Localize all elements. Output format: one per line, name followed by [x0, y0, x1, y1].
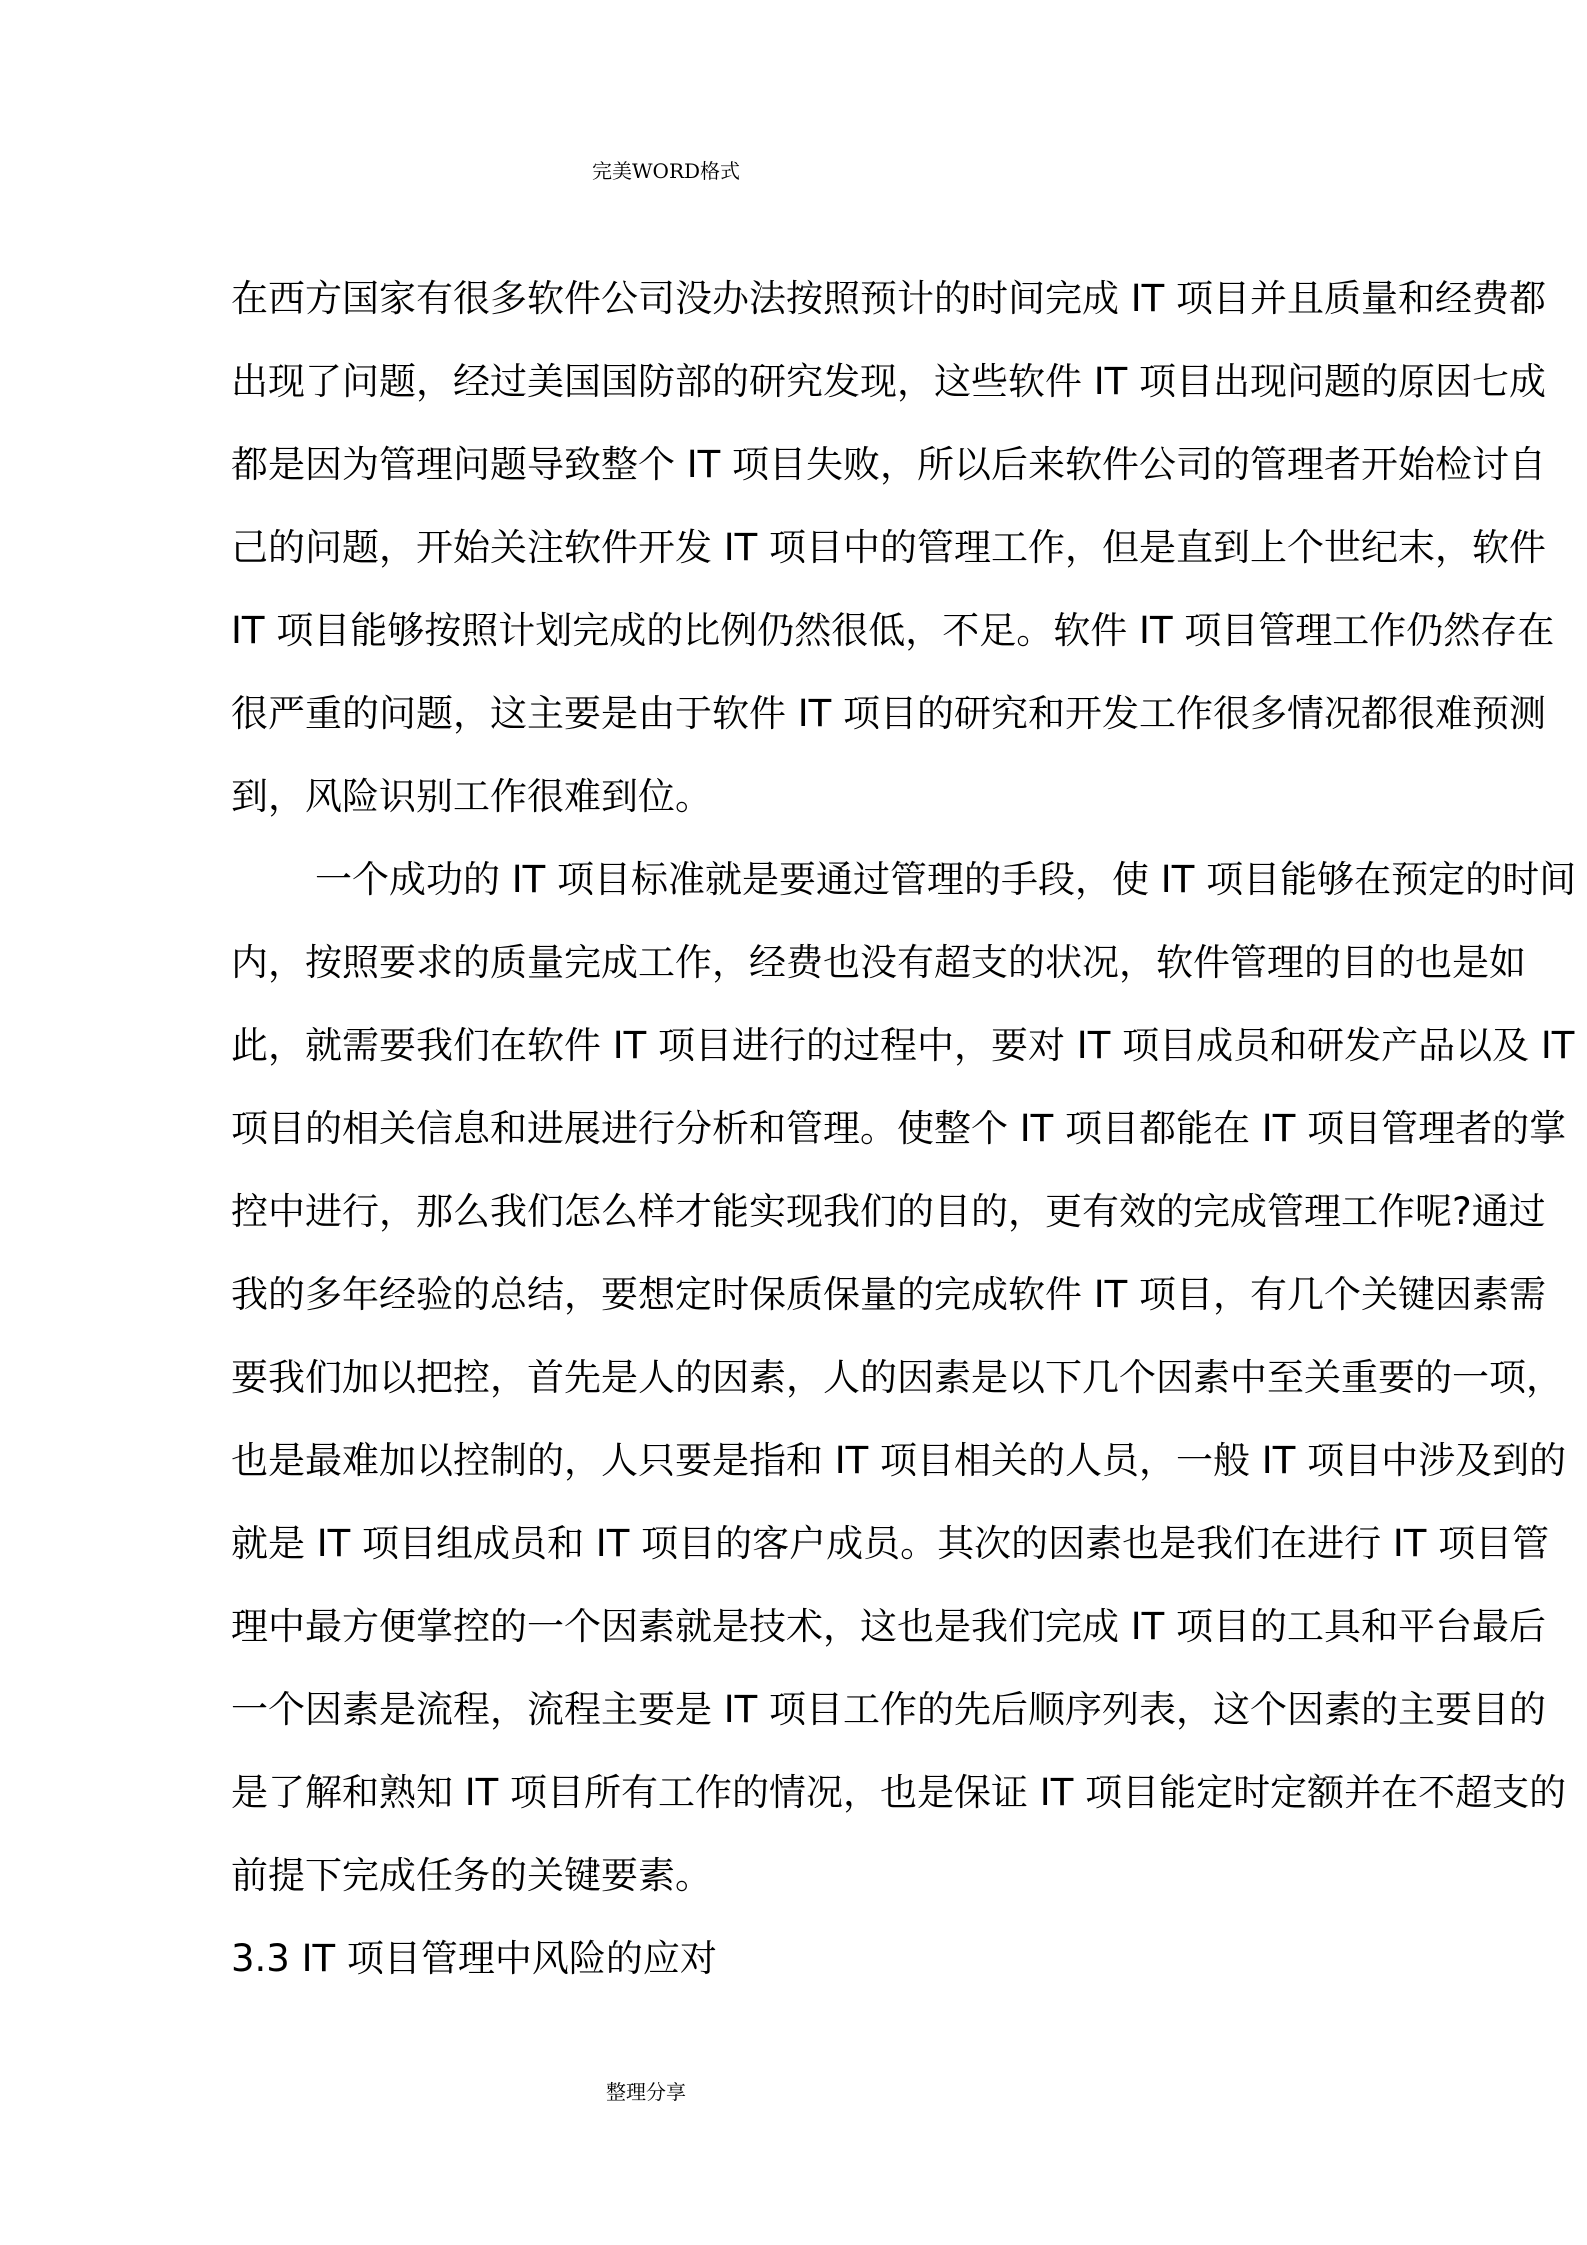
paragraph-line: 出现了问题，经过美国国防部的研究发现，这些软件 IT 项目出现问题的原因七成 [231, 360, 1547, 403]
paragraph-line: 我的多年经验的总结，要想定时保质保量的完成软件 IT 项目，有几个关键因素需 [231, 1273, 1547, 1316]
paragraph-line: 一个成功的 IT 项目标准就是要通过管理的手段，使 IT 项目能够在预定的时间 [315, 858, 1577, 901]
paragraph-line: 此，就需要我们在软件 IT 项目进行的过程中，要对 IT 项目成员和研发产品以及 IT [231, 1024, 1575, 1067]
paragraph-line: 一个因素是流程，流程主要是 IT 项目工作的先后顺序列表，这个因素的主要目的 [231, 1688, 1547, 1731]
paragraph-line: IT 项目能够按照计划完成的比例仍然很低，不足。软件 IT 项目管理工作仍然存在 [231, 609, 1555, 652]
paragraph-line: 都是因为管理问题导致整个 IT 项目失败，所以后来软件公司的管理者开始检讨自 [231, 443, 1547, 486]
paragraph-line: 前提下完成任务的关键要素。 [231, 1854, 712, 1897]
paragraph-line: 到，风险识别工作很难到位。 [231, 775, 712, 818]
paragraph-line: 理中最方便掌控的一个因素就是技术，这也是我们完成 IT 项目的工具和平台最后 [231, 1605, 1547, 1648]
paragraph-line: 很严重的问题，这主要是由于软件 IT 项目的研究和开发工作很多情况都很难预测 [231, 692, 1547, 735]
paragraph-line: 项目的相关信息和进展进行分析和管理。使整个 IT 项目都能在 IT 项目管理者的掌 [231, 1107, 1567, 1150]
paragraph-line: 是了解和熟知 IT 项目所有工作的情况，也是保证 IT 项目能定时定额并在不超支的 [231, 1771, 1567, 1814]
paragraph-line: 内，按照要求的质量完成工作，经费也没有超支的状况，软件管理的目的也是如 [231, 941, 1526, 984]
paragraph-line: 就是 IT 项目组成员和 IT 项目的客户成员。其次的因素也是我们在进行 IT 项目管 [231, 1522, 1550, 1565]
paragraph-line: 要我们加以把控，首先是人的因素，人的因素是以下几个因素中至关重要的一项， [231, 1356, 1563, 1399]
document-body [231, 257, 1577, 2000]
section-heading: 3.3 IT 项目管理中风险的应对 [231, 1937, 717, 1980]
page-header: 完美WORD格式 [592, 159, 741, 183]
page-footer: 整理分享 [606, 2080, 686, 2104]
paragraph-line: 也是最难加以控制的，人只要是指和 IT 项目相关的人员，一般 IT 项目中涉及到的 [231, 1439, 1567, 1482]
paragraph-line: 己的问题，开始关注软件开发 IT 项目中的管理工作，但是直到上个世纪末，软件 [231, 526, 1547, 569]
paragraph-line: 在西方国家有很多软件公司没办法按照预计的时间完成 IT 项目并且质量和经费都 [231, 277, 1547, 320]
paragraph-line: 控中进行，那么我们怎么样才能实现我们的目的，更有效的完成管理工作呢?通过 [231, 1190, 1546, 1233]
